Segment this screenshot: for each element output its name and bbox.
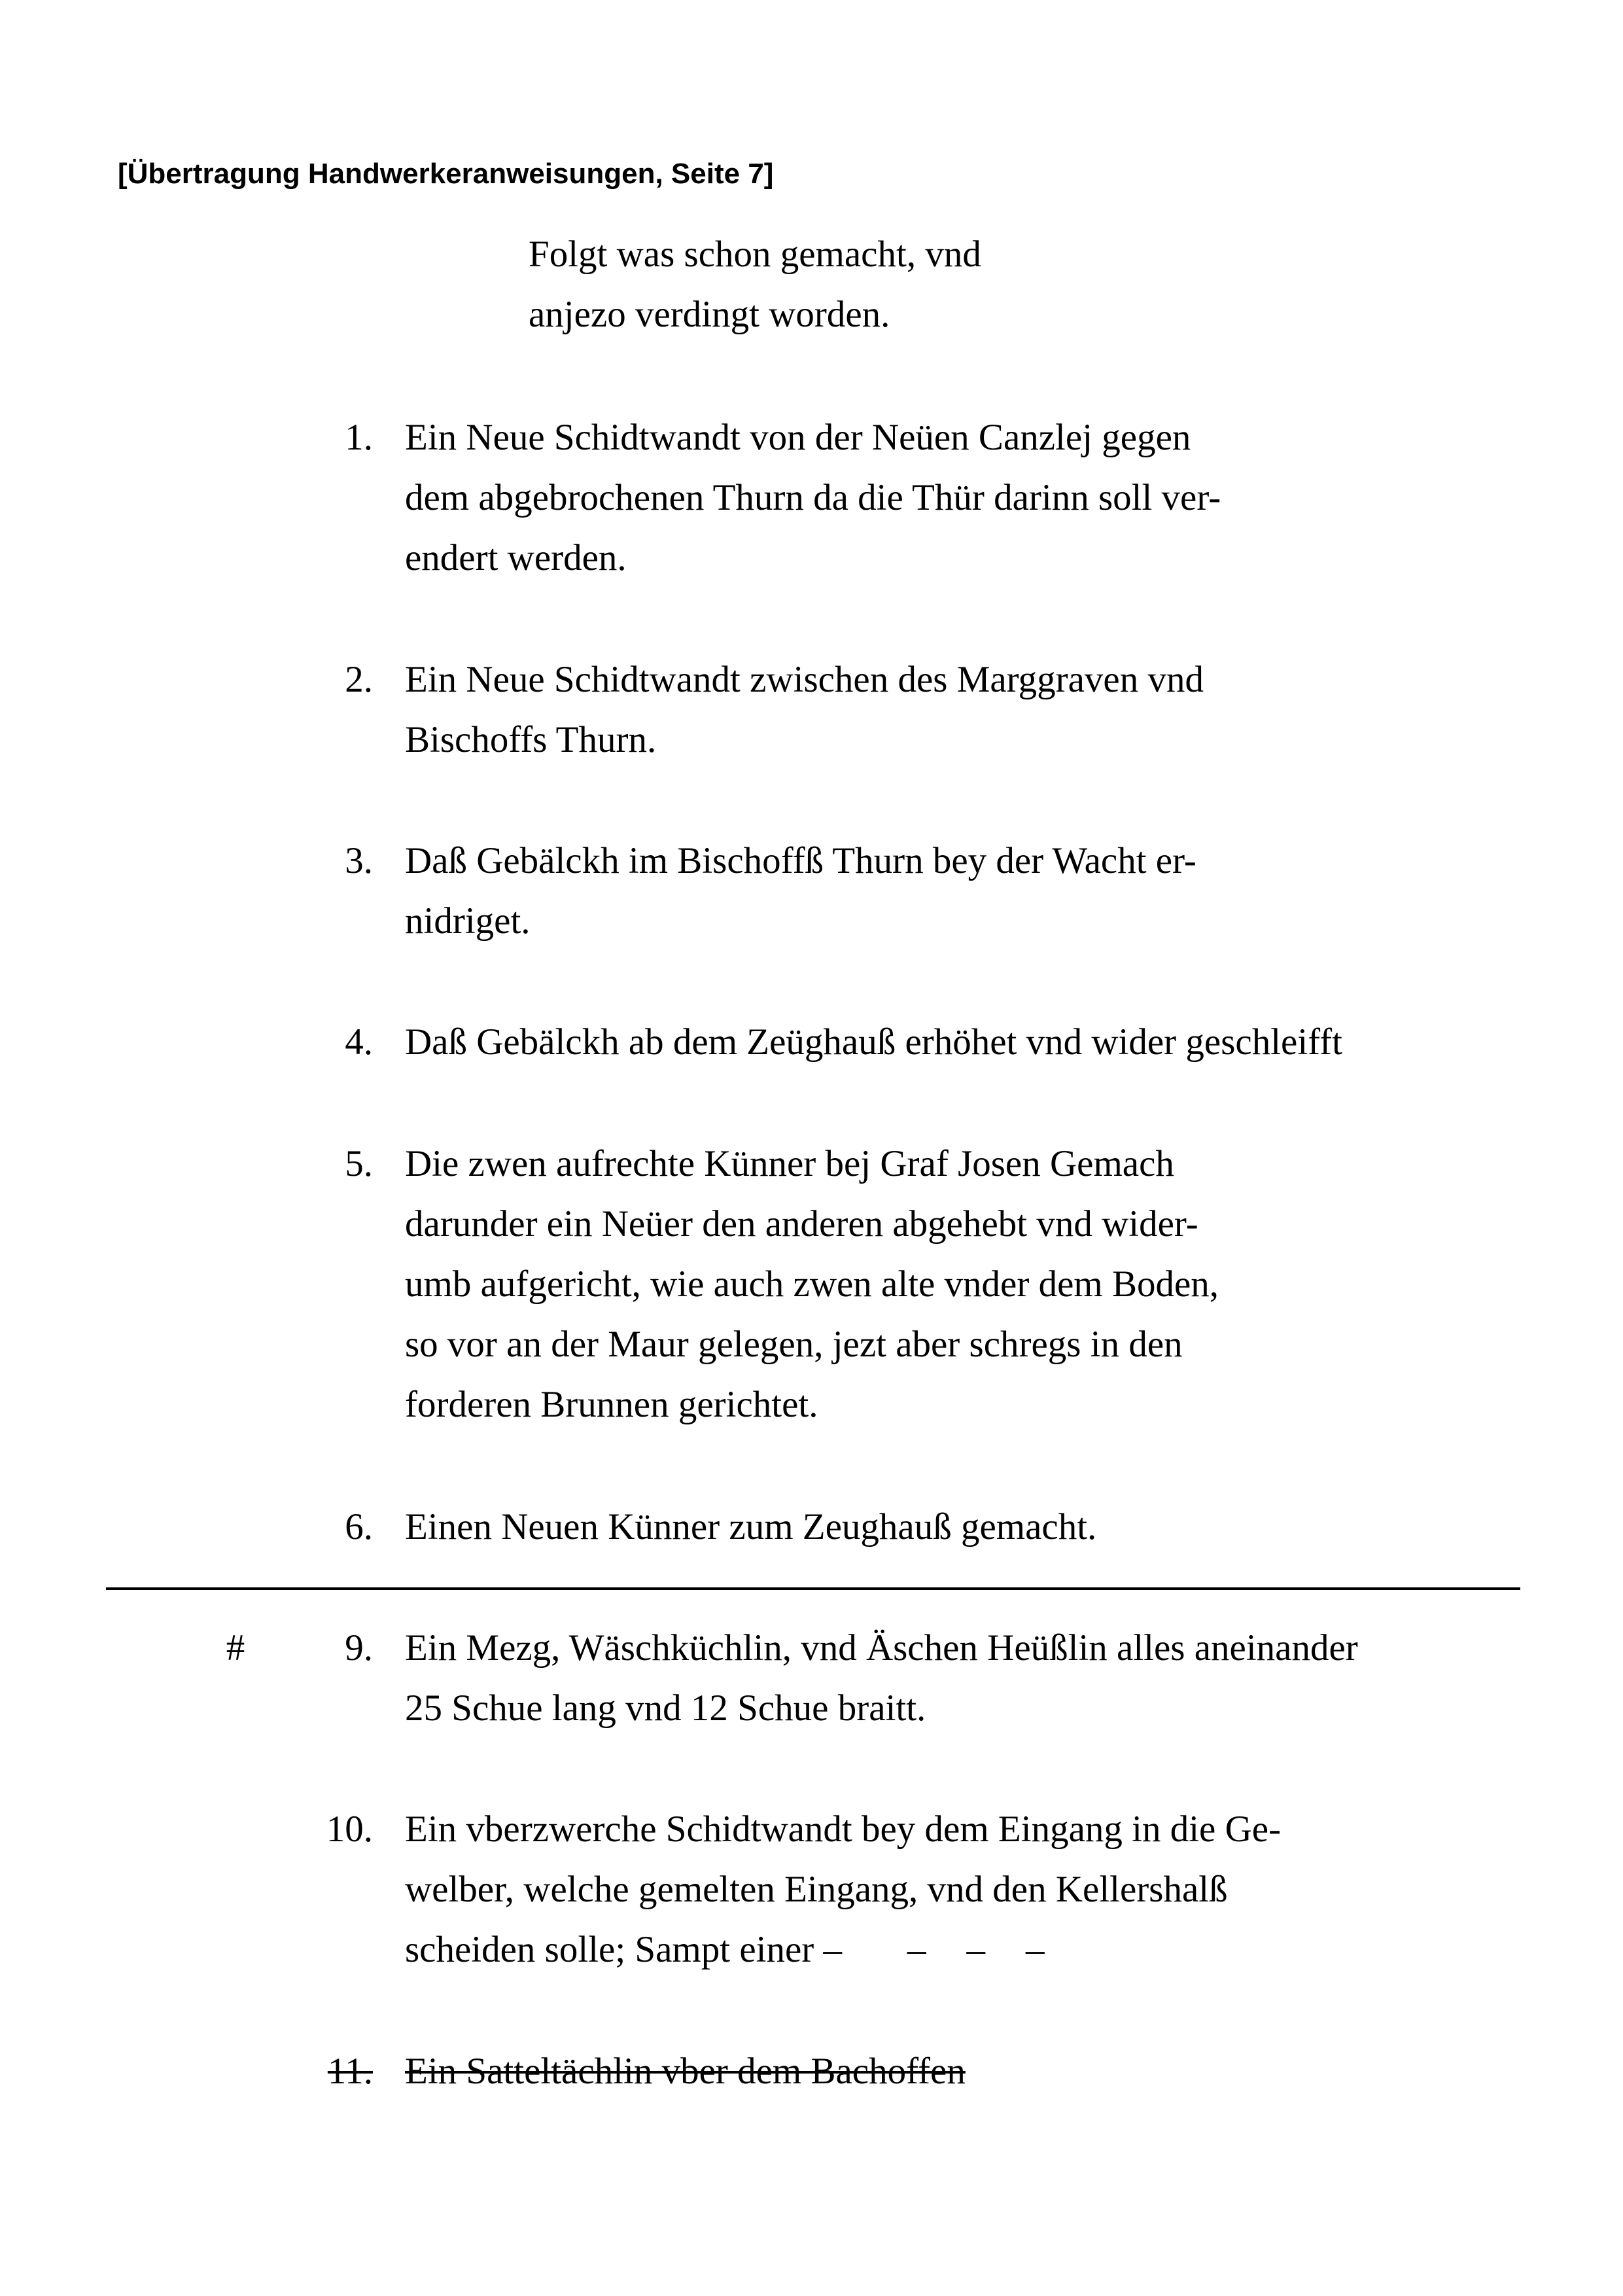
- entry-text: [405, 1012, 1556, 1072]
- entry-line: Die zwen aufrechte Künner bej Graf Josen Gemach: [405, 1143, 1174, 1184]
- entry-line: Einen Neuen Künner zum Zeughauß gemacht.: [405, 1506, 1097, 1547]
- trailing-dash: –: [1026, 1929, 1045, 1970]
- entry-number: 11.: [327, 2051, 373, 2092]
- entry-number: 9.: [345, 1627, 373, 1669]
- entry-line: darunder ein Neüer den anderen abgehebt vnd wider-: [405, 1203, 1198, 1245]
- entry-text: [405, 408, 1556, 588]
- entry-line: Ein Neue Schidtwandt zwischen des Marggraven vnd: [405, 659, 1204, 700]
- intro-line: Folgt was schon gemacht, vnd: [529, 234, 981, 275]
- struck-text: Ein Satteltächlin vber dem Bachoffen: [405, 2051, 966, 2092]
- entry-text: [405, 1618, 1556, 1739]
- entry-line: Ein Neue Schidtwandt von der Neüen Canzlej gegen: [405, 417, 1191, 458]
- entry-line: endert werden.: [405, 537, 627, 578]
- entry-text: [405, 1134, 1556, 1435]
- entry-text: [405, 1799, 1556, 1980]
- entry-line: welber, welche gemelten Eingang, vnd den Kellershalß: [405, 1869, 1228, 1910]
- entry-line: [405, 2041, 1556, 2102]
- entry-line: Bischoffs Thurn.: [405, 719, 657, 760]
- entry-number: 1.: [345, 417, 373, 458]
- entry-line: Daß Gebälckh ab dem Zeüghauß erhöhet vnd wider geschleifft: [405, 1021, 1342, 1063]
- entry-number: 2.: [345, 659, 373, 700]
- entry-line: nidriget.: [405, 900, 531, 942]
- trailing-dash: –: [907, 1929, 926, 1970]
- section-divider: [106, 1587, 1520, 1590]
- entry-line: [405, 1920, 1556, 1980]
- entry-number: 6.: [345, 1506, 373, 1547]
- entry-text: [405, 831, 1556, 951]
- entry-line-text: scheiden solle; Sampt einer –: [405, 1929, 842, 1970]
- entry-number: 3.: [345, 840, 373, 881]
- entry-line: umb aufgericht, wie auch zwen alte vnder dem Boden,: [405, 1263, 1219, 1305]
- entry-line: 25 Schue lang vnd 12 Schue braitt.: [405, 1687, 926, 1729]
- entry-line: Ein Mezg, Wäschküchlin, vnd Äschen Heüßlin alles aneinander: [405, 1627, 1358, 1669]
- entry-number: 5.: [345, 1143, 373, 1184]
- entry-line: dem abgebrochenen Thurn da die Thür darinn soll ver-: [405, 477, 1221, 518]
- entry-text: [405, 2041, 1556, 2102]
- entry-number: 4.: [345, 1021, 373, 1063]
- entry-number: 10.: [326, 1809, 373, 1850]
- page-header: [Übertragung Handwerkeranweisungen, Seite 7]: [118, 158, 774, 190]
- trailing-dash: –: [966, 1929, 985, 1970]
- entry-line: Daß Gebälckh im Bischoffß Thurn bey der Wacht er-: [405, 840, 1196, 881]
- entry-text: [405, 1497, 1556, 1557]
- margin-marker: #: [226, 1627, 245, 1669]
- entry-text: [405, 650, 1556, 770]
- entry-line: Ein vberzwerche Schidtwandt bey dem Eingang in die Ge-: [405, 1809, 1282, 1850]
- entry-line: so vor an der Maur gelegen, jezt aber schregs in den: [405, 1324, 1183, 1365]
- intro-line: anjezo verdingt worden.: [529, 294, 890, 335]
- intro-block: [529, 224, 1314, 345]
- entry-line: forderen Brunnen gerichtet.: [405, 1384, 818, 1425]
